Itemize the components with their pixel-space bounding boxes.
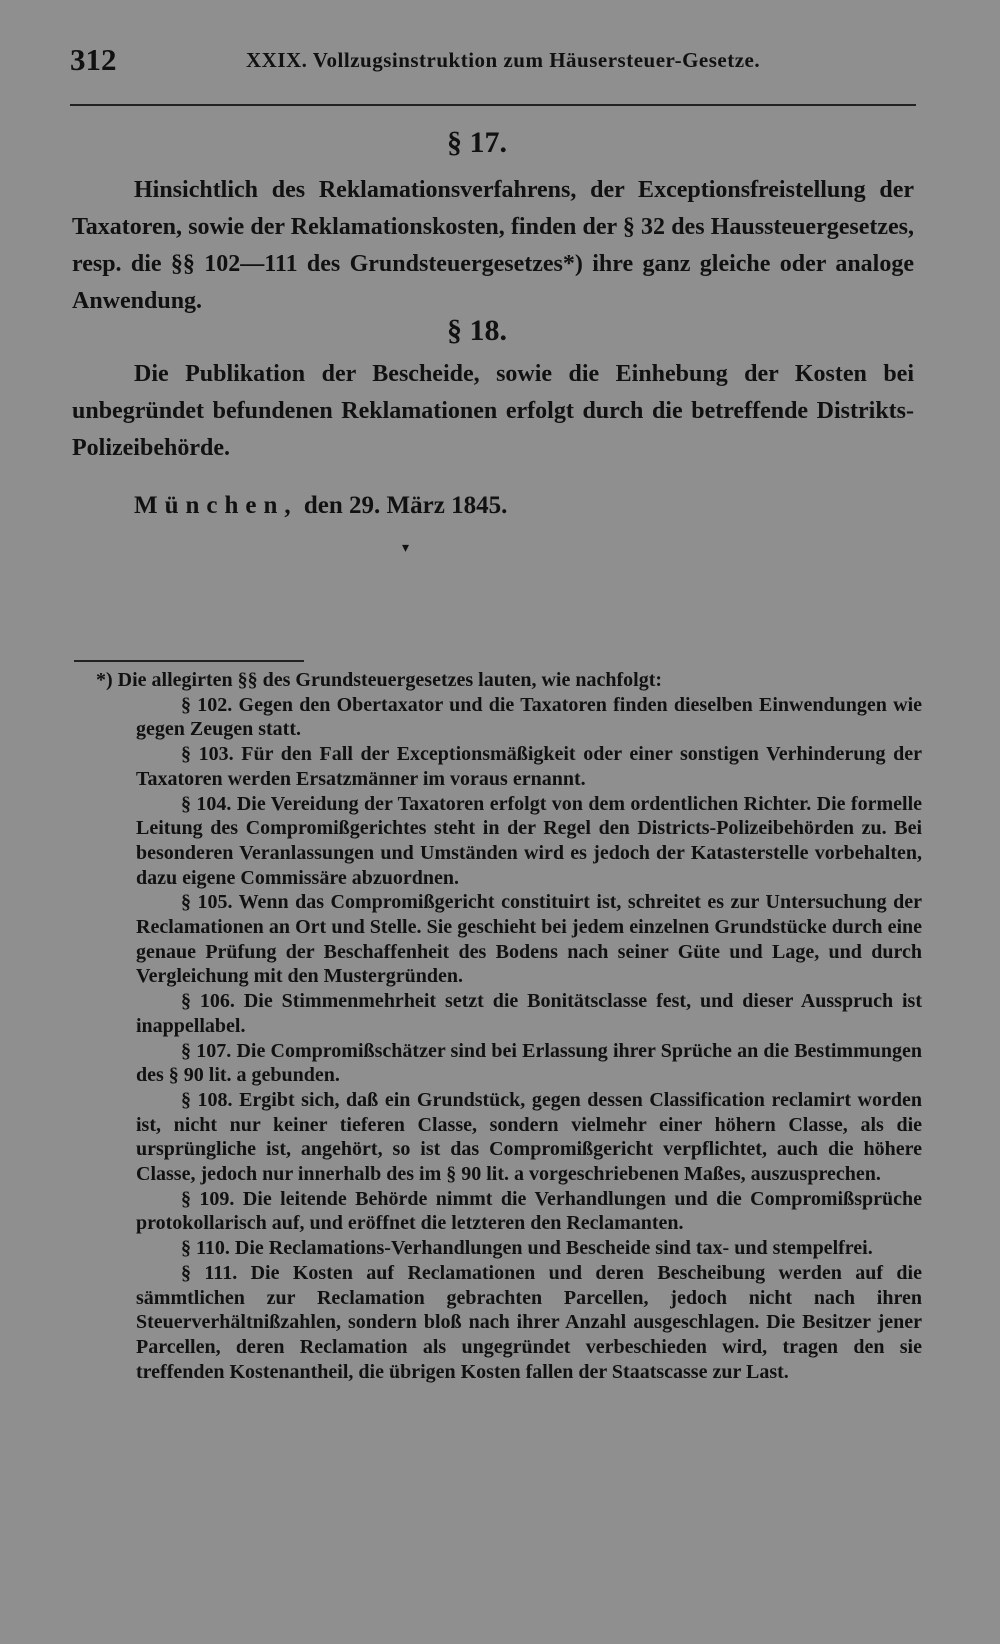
footnote-paragraph-103: § 103. Für den Fall der Exceptionsmäßigkeit oder einer sonstigen Verhinderung der Taxatoren werden Ersatzmänner im voraus ernannt. — [136, 743, 922, 790]
footnote-paragraph-108: § 108. Ergibt sich, daß ein Grundstück, gegen dessen Classification reclamirt worden ist, nicht nur keiner tieferen Classe, sondern vielmehr einer höhern Classe, als die ursprüngliche ist, angehört, so ist das Compromißgericht verpflichtet, auch die höhere Classe, jedoch nur innerhalb des im § 90 lit. a vorgeschriebenen Maßes, auszusprechen. — [136, 1088, 922, 1186]
footnote-paragraph-106: § 106. Die Stimmenmehrheit setzt die Bonitätsclasse fest, und dieser Ausspruch ist inappellabel. — [136, 990, 922, 1037]
printer-mark: ▾ — [402, 540, 410, 556]
section-18-text: Die Publikation der Bescheide, sowie die Einhebung der Kosten bei unbegründet befundenen Reklamationen erfolgt durch die betreffende Distrikts-Polizeibehörde. — [72, 361, 914, 461]
footnote-intro: *) Die allegirten §§ des Grundsteuergesetzes lauten, wie nachfolgt: — [96, 669, 663, 691]
running-title: XXIX. Vollzugsinstruktion zum Häusersteuer-Gesetze. — [246, 48, 761, 72]
dateline-place: München, — [134, 492, 298, 519]
header-rule — [70, 104, 916, 106]
footnote-paragraph-105: § 105. Wenn das Compromißgericht constituirt ist, schreitet es zur Untersuchung der Reclamationen an Ort und Stelle. Sie geschieht bei jedem einzelnen Grundstücke durch eine genaue Prüfung der Beschaffenheit des Bodens nach seiner Güte und Lage, und durch Vergleichung mit den Mustergründen. — [136, 891, 922, 988]
footnote-paragraph-111: § 111. Die Kosten auf Reclamationen und deren Bescheibung werden auf die sämmtlichen zur Reclamation gebrachten Parcellen, jedoch nicht nach ihren Steuerverhältnißzahlen, sondern bloß nach ihrer Anzahl ausgeschlagen. Die Besitzer jener Parcellen, deren Reclamation als ungegründet verbeschieden wird, tragen den sie treffenden Kostenantheil, die übrigen Kosten fallen der Staatscasse zur Last. — [136, 1261, 922, 1383]
footnote-block — [96, 668, 922, 1384]
page-header — [70, 42, 916, 82]
page-number: 312 — [70, 42, 117, 77]
footnote-paragraph-107: § 107. Die Compromißschätzer sind bei Erlassung ihrer Sprüche an die Bestimmungen des § 90 lit. a gebunden. — [136, 1039, 922, 1087]
section-17-text: Hinsichtlich des Reklamationsverfahrens, der Exceptionsfreistellung der Taxatoren, sowie der Reklamationskosten, finden der § 32 des Haussteuergesetzes, resp. die §§ 102—111 des Grundsteuergesetzes*) ihre ganz gleiche oder analoge Anwendung. — [72, 177, 914, 314]
dateline — [134, 492, 507, 520]
footnote-paragraph-109: § 109. Die leitende Behörde nimmt die Verhandlungen und die Compromißsprüche protokollarisch auf, und eröffnet die letzteren den Reclamanten. — [136, 1187, 922, 1235]
dateline-date: den 29. März 1845. — [303, 492, 508, 519]
section-heading-17: § 17. — [447, 126, 507, 159]
footnote-rule — [74, 660, 304, 662]
footnote-paragraph-110: § 110. Die Reclamations-Verhandlungen und Bescheide sind tax- und stempelfrei. — [181, 1237, 873, 1260]
section-heading-18: § 18. — [447, 314, 507, 347]
footnote-paragraph-104: § 104. Die Vereidung der Taxatoren erfolgt von dem ordentlichen Richter. Die formelle Leitung des Compromißgerichtes steht in der Regel den Districts-Polizeibehörden zu. Bei besonderen Veranlassungen und Umständen wird es jedoch der Katasterstelle vorbehalten, dazu eigene Commissäre abzuordnen. — [136, 792, 922, 889]
footnote-paragraph-102: § 102. Gegen den Obertaxator und die Taxatoren finden dieselben Einwendungen wie gegen Zeugen statt. — [136, 693, 922, 741]
